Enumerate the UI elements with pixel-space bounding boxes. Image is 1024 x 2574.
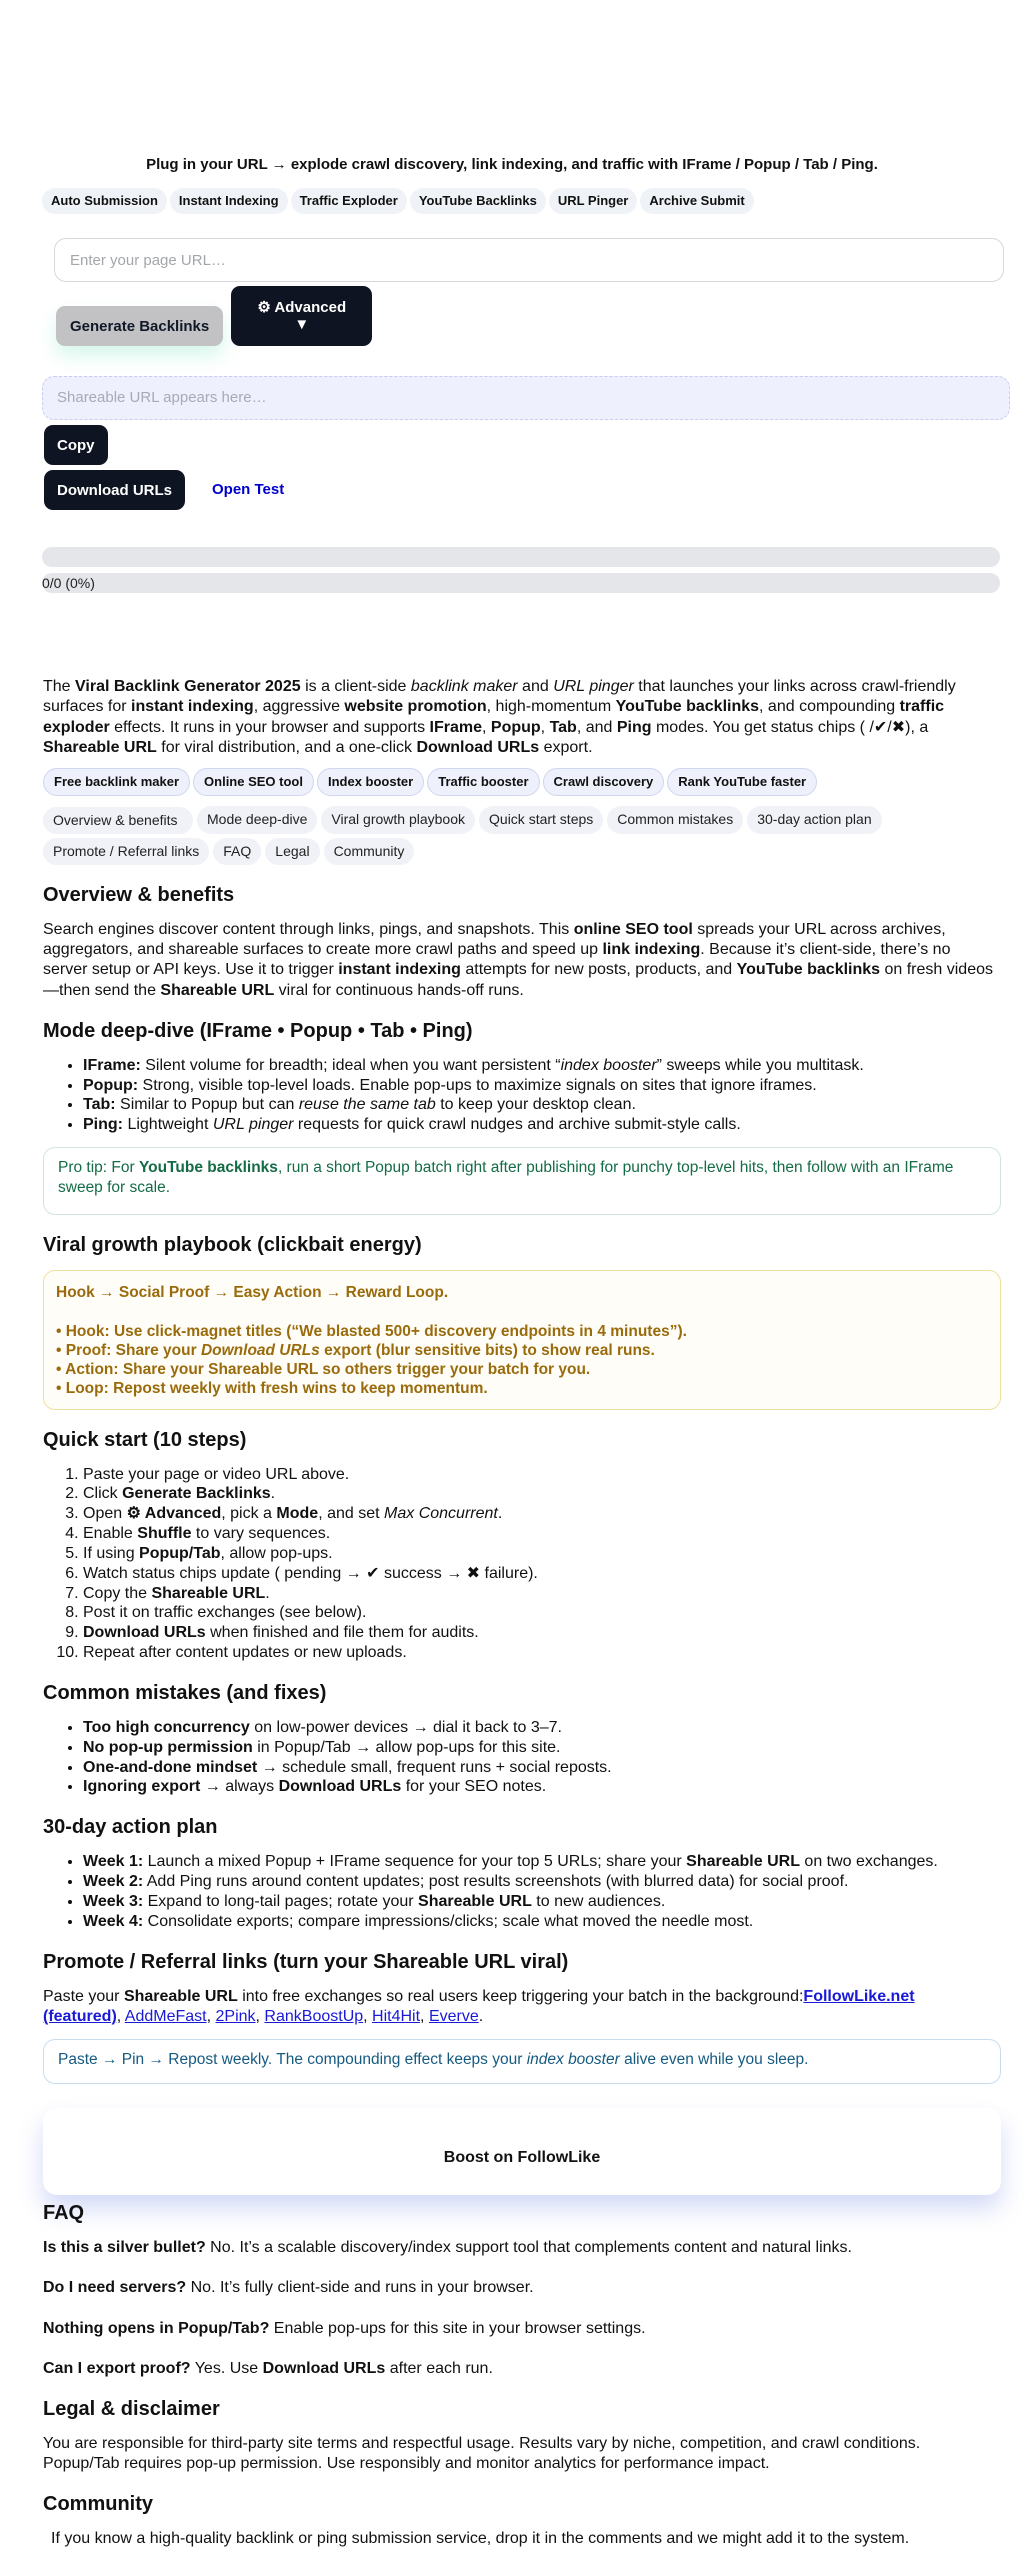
section-heading: Overview & benefits <box>43 884 235 907</box>
text: , run a short Popup batch right after publishing for punchy top-level hits, then follow with an IFrame sweep for scale. <box>58 1159 954 1197</box>
section-heading: Legal & disclaimer <box>43 2397 220 2420</box>
text: Shareable URL <box>151 1584 266 1602</box>
faq-answer: Yes. Use <box>190 2359 263 2377</box>
text: on low-power devices → dial it back to 3–7. <box>249 1718 562 1736</box>
toc-link-overview[interactable]: Overview & benefits <box>43 807 193 834</box>
text: → schedule small, frequent runs + social reposts. <box>257 1758 612 1776</box>
text: traffic exploder <box>43 698 945 736</box>
step-item <box>83 1623 981 1643</box>
text: website promotion <box>344 698 487 716</box>
text: Tab <box>549 718 577 736</box>
product-name: Viral Backlink Generator 2025 <box>75 678 301 696</box>
text: is a client-side <box>300 678 411 696</box>
text: for your SEO notes. <box>401 1778 547 1796</box>
text: Consolidate exports; compare impressions/clicks; scale what moved the needle most. <box>143 1912 754 1930</box>
caret-down-icon: ▼ <box>294 316 310 334</box>
list-item <box>83 1758 981 1778</box>
advanced-toggle-button[interactable] <box>231 286 372 346</box>
advanced-label: ⚙ Advanced <box>257 299 347 316</box>
text: Strong, visible top-level loads. Enable pop-ups to maximize signals on sites that ignore iframes. <box>138 1076 817 1094</box>
keyword-chip: Crawl discovery <box>543 768 665 796</box>
text: index booster <box>560 1056 657 1074</box>
promote-paragraph <box>43 1987 993 2027</box>
step-item <box>83 1524 981 1544</box>
progress-text: 0/0 (0%) <box>42 575 95 592</box>
section-heading: Community <box>43 2493 153 2516</box>
text: export. <box>539 738 593 756</box>
toc-link-playbook[interactable]: Viral growth playbook <box>321 806 475 834</box>
text: , high-momentum <box>486 698 616 716</box>
text: IFrame: <box>83 1056 141 1074</box>
keyword-chip: Online SEO tool <box>193 768 314 796</box>
list-item <box>83 1852 981 1872</box>
modes-section <box>43 1019 981 1216</box>
mistakes-list <box>43 1718 981 1797</box>
keyword-chip: Traffic booster <box>427 768 539 796</box>
text: , allow pop-ups. <box>220 1544 333 1562</box>
text: One-and-done mindset <box>83 1758 258 1776</box>
text: Download URLs <box>200 1342 320 1359</box>
overview-paragraph <box>43 920 993 1001</box>
separator: , <box>363 2007 373 2025</box>
plan-list <box>43 1852 981 1931</box>
text: Shareable URL <box>418 1892 532 1910</box>
separator: , <box>420 2007 429 2025</box>
text: Download URLs <box>278 1778 402 1796</box>
referral-link-rankboostup[interactable]: RankBoostUp <box>264 2007 364 2025</box>
playbook-headline: Hook → Social Proof → Easy Action → Reward Loop. <box>56 1284 449 1302</box>
text: after each run. <box>385 2359 493 2377</box>
open-test-link[interactable]: Open Test <box>212 480 285 498</box>
legal-paragraph: You are responsible for third-party site terms and respectful usage. Results vary by niche, competition, and crawl conditions. Popup/Tab requires pop-up permission. Use responsibly and monitor analytics for performance impact. <box>43 2434 921 2473</box>
text: Add Ping runs around content updates; post results screenshots (with blurred data) for social proof. <box>143 1873 849 1891</box>
plan-section <box>43 1815 981 1931</box>
text: Popup: <box>83 1076 139 1094</box>
toc-link-mistakes[interactable]: Common mistakes <box>607 806 743 834</box>
text: IFrame <box>429 718 483 736</box>
feature-chip: Traffic Exploder <box>291 188 407 214</box>
playbook-hook: • Hook: Use click-magnet titles (“We blasted 500+ discovery endpoints in 4 minutes”). <box>56 1322 687 1340</box>
progress-status-bar <box>42 573 1000 593</box>
text: Silent volume for breadth; ideal when you want persistent “ <box>140 1056 561 1074</box>
text: Paste your <box>43 1987 124 2005</box>
text: for viral distribution, and a one-click <box>156 738 417 756</box>
text: Week 3: <box>83 1892 144 1910</box>
text: , <box>540 718 550 736</box>
step-item <box>83 1544 981 1564</box>
playbook-loop: • Loop: Repost weekly with fresh wins to keep momentum. <box>56 1380 488 1398</box>
toc-link-legal[interactable]: Legal <box>265 838 319 866</box>
text: ” sweeps while you multitask. <box>656 1056 864 1074</box>
section-heading: Viral growth playbook (clickbait energy) <box>43 1234 422 1257</box>
faq-answer: Enable pop-ups for this site in your browser settings. <box>269 2319 646 2337</box>
shareable-url-placeholder: Shareable URL appears here… <box>57 388 267 406</box>
list-item <box>83 1892 981 1912</box>
section-heading: Quick start (10 steps) <box>43 1428 247 1451</box>
separator: , <box>206 2007 216 2025</box>
text: Ping <box>616 718 652 736</box>
text: Shareable URL <box>686 1853 800 1871</box>
text: , pick a <box>221 1505 277 1523</box>
text: in Popup/Tab → allow pop-ups for this site. <box>252 1738 561 1756</box>
text: export (blur sensitive bits) to show real runs. <box>319 1342 655 1359</box>
list-item <box>83 1095 981 1115</box>
action-row <box>56 286 981 346</box>
faq-answer: No. It’s fully client-side and runs in your browser. <box>186 2279 534 2297</box>
text: Download URLs <box>83 1624 206 1642</box>
text: spreads your URL across archives, aggregators, and shareable surfaces to create more crawl paths and speed up <box>43 921 946 959</box>
section-heading: Common mistakes (and fixes) <box>43 1681 327 1704</box>
step-item: 10. Repeat after content updates or new uploads. <box>83 1643 981 1663</box>
keyword-chip: Index booster <box>317 768 424 796</box>
referral-link-addmefast[interactable]: AddMeFast <box>124 2007 207 2025</box>
text: instant indexing <box>338 961 461 979</box>
referral-link-followlike[interactable]: FollowLike.net (featured) <box>43 1987 915 2025</box>
feature-chip: YouTube Backlinks <box>410 188 546 214</box>
text: Shareable URL <box>43 738 157 756</box>
text: Paste → Pin → Repost weekly. The compounding effect keeps your <box>58 2050 527 2068</box>
list-item <box>83 1872 981 1892</box>
quickstart-section <box>43 1428 981 1663</box>
referral-link-hit4hit[interactable]: Hit4Hit <box>372 2007 421 2025</box>
text: online SEO tool <box>573 921 693 939</box>
text: , <box>482 718 491 736</box>
text: attempts for new posts, products, and <box>460 961 737 979</box>
faq-answer: No. It’s a scalable discovery/index support tool that complements content and natural links. <box>205 2239 852 2257</box>
text: Ignoring export <box>83 1778 201 1796</box>
toc-link-promote[interactable]: Promote / Referral links <box>43 838 209 866</box>
separator: , <box>255 2007 265 2025</box>
text: Download URLs <box>416 738 540 756</box>
text: URL pinger <box>553 678 634 696</box>
promote-tip-callout <box>43 2039 1001 2084</box>
toc-link-community[interactable]: Community <box>324 838 415 866</box>
step-item <box>83 1584 981 1604</box>
boost-label: Boost on FollowLike <box>443 2149 601 2167</box>
text: URL pinger <box>212 1116 294 1134</box>
text: The <box>43 678 76 696</box>
text: . <box>265 1584 270 1602</box>
separator: , <box>116 2007 125 2025</box>
feature-chips <box>42 188 981 214</box>
playbook-section <box>43 1233 981 1409</box>
text: Enable <box>83 1525 138 1543</box>
list-item <box>83 1912 981 1932</box>
text: Too high concurrency <box>83 1718 250 1736</box>
text: Shareable URL <box>160 981 275 999</box>
text: Download URLs <box>262 2359 386 2377</box>
list-item <box>83 1738 981 1758</box>
list-item <box>83 1076 981 1096</box>
text: , aggressive <box>253 698 345 716</box>
quickstart-steps <box>43 1465 981 1663</box>
toc-link-plan[interactable]: 30-day action plan <box>747 806 881 834</box>
text: Expand to long-tail pages; rotate your <box>143 1892 419 1910</box>
text: Copy the <box>83 1584 152 1602</box>
text: Open <box>83 1505 127 1523</box>
section-heading: FAQ <box>43 2202 85 2225</box>
text: viral for continuous hands-off runs. <box>274 981 524 999</box>
text: YouTube backlinks <box>138 1159 278 1177</box>
text: Generate Backlinks <box>122 1485 271 1503</box>
text: → always <box>200 1778 279 1796</box>
text: to keep your desktop clean. <box>435 1096 636 1114</box>
text: effects. It runs in your browser and supports <box>109 718 430 736</box>
text: instant indexing <box>131 698 254 716</box>
text: . <box>270 1485 276 1503</box>
text: index booster <box>526 2050 620 2068</box>
text: No pop-up permission <box>83 1738 253 1756</box>
text: into free exchanges so real users keep triggering your batch in the background: <box>237 1987 804 2005</box>
faq-question: Is this a silver bullet? <box>43 2239 206 2257</box>
step-item <box>83 1504 981 1524</box>
feature-chip: Archive Submit <box>640 188 753 214</box>
text: . <box>478 2007 484 2025</box>
text: that launches your links across crawl-friendly surfaces for <box>43 678 956 716</box>
text: modes. You get status chips ( /✔/✖), a <box>651 718 929 736</box>
text: If using <box>83 1544 140 1562</box>
playbook-proof <box>56 1341 988 1360</box>
keyword-chips <box>43 768 981 796</box>
faq-section <box>43 2201 981 2379</box>
keyword-chip: Free backlink maker <box>43 768 190 796</box>
text: requests for quick crawl nudges and archive submit-style calls. <box>293 1116 741 1134</box>
text: reuse the same tab <box>298 1096 436 1114</box>
faq-question: Do I need servers? <box>43 2279 187 2297</box>
text: Tab: <box>83 1096 116 1114</box>
faq-item <box>43 2359 993 2379</box>
text: Pro tip: For <box>58 1159 139 1177</box>
progress-bar <box>42 547 1000 567</box>
list-item <box>83 1718 981 1738</box>
text: , and compounding <box>759 698 900 716</box>
url-input[interactable] <box>54 238 1004 282</box>
community-section <box>43 2492 981 2549</box>
faq-item <box>43 2278 993 2298</box>
playbook-action: • Action: Share your Shareable URL so others trigger your batch for you. <box>56 1361 591 1379</box>
text: and <box>517 678 554 696</box>
step-item <box>83 1484 981 1504</box>
text: Launch a mixed Popup + IFrame sequence for your top 5 URLs; share your <box>143 1853 687 1871</box>
section-heading: Mode deep-dive (IFrame • Popup • Tab • Ping) <box>43 1019 473 1042</box>
mistakes-section <box>43 1681 981 1797</box>
step-item: 6. Watch status chips update ( pending → ✔ success → ✖ failure). <box>83 1564 981 1584</box>
section-heading: 30-day action plan <box>43 1816 218 1839</box>
text: to new audiences. <box>531 1892 666 1910</box>
text: , and set <box>318 1505 385 1523</box>
overview-section <box>43 883 993 1001</box>
section-heading: Promote / Referral links (turn your Shareable URL viral) <box>43 1950 569 1973</box>
text: Shareable URL <box>123 1987 238 2005</box>
referral-link-everve[interactable]: Everve <box>428 2007 479 2025</box>
text: Mode <box>276 1505 319 1523</box>
text: ⚙ Advanced <box>126 1505 222 1523</box>
text: . <box>497 1505 503 1523</box>
table-of-contents <box>43 806 981 865</box>
feature-chip: URL Pinger <box>549 188 638 214</box>
faq-question: Can I export proof? <box>43 2359 191 2377</box>
toc-link-quickstart[interactable]: Quick start steps <box>479 806 603 834</box>
text: YouTube backlinks <box>615 698 760 716</box>
copy-button[interactable]: Copy <box>44 425 108 465</box>
text: on two exchanges. <box>799 1853 938 1871</box>
text: Ping: <box>83 1116 123 1134</box>
community-paragraph: If you know a high-quality backlink or ping submission service, drop it in the comments and we might add it to the system. <box>51 2530 910 2548</box>
step-item: 1. Paste your page or video URL above. <box>83 1465 981 1485</box>
list-item <box>83 1115 981 1135</box>
text: , and <box>576 718 617 736</box>
promote-section <box>43 1950 981 2196</box>
boost-on-followlike-button[interactable] <box>43 2108 1001 2195</box>
text: Search engines discover content through links, pings, and snapshots. This <box>43 921 574 939</box>
step-item: 8. Post it on traffic exchanges (see below). <box>83 1603 981 1623</box>
text: alive even while you sleep. <box>619 2050 809 2068</box>
list-item <box>83 1777 981 1797</box>
text: on fresh videos—then send the <box>43 961 993 999</box>
text: Click <box>83 1485 123 1503</box>
text: • Proof: Share your <box>56 1342 201 1359</box>
text: Lightweight <box>123 1116 213 1134</box>
text: when finished and file them for audits. <box>205 1624 479 1642</box>
text: Popup/Tab <box>139 1544 221 1562</box>
keyword-chip: Rank YouTube faster <box>667 768 817 796</box>
text: link indexing <box>602 941 701 959</box>
text: Max Concurrent <box>384 1505 498 1523</box>
toc-link-modes[interactable]: Mode deep-dive <box>197 806 317 834</box>
feature-chip: Auto Submission <box>42 188 167 214</box>
text: Popup <box>490 718 541 736</box>
faq-question: Nothing opens in Popup/Tab? <box>43 2319 270 2337</box>
toc-link-faq[interactable]: FAQ <box>213 838 261 866</box>
faq-item <box>43 2238 993 2258</box>
intro-paragraph <box>43 677 993 758</box>
modes-list <box>43 1056 981 1135</box>
text: Similar to Popup but can <box>115 1096 299 1114</box>
referral-link-2pink[interactable]: 2Pink <box>215 2007 256 2025</box>
download-urls-button[interactable]: Download URLs <box>44 470 185 510</box>
text: Week 4: <box>83 1912 144 1930</box>
playbook-callout <box>43 1270 1001 1409</box>
text: to vary sequences. <box>191 1525 331 1543</box>
text: . Because it’s client-side, there’s no server setup or API keys. Use it to trigger <box>43 941 951 979</box>
text: backlink maker <box>410 678 518 696</box>
pro-tip-callout <box>43 1147 1001 1215</box>
text: Week 1: <box>83 1853 144 1871</box>
text: Shuffle <box>137 1525 192 1543</box>
text: YouTube backlinks <box>736 961 881 979</box>
text: Week 2: <box>83 1873 144 1891</box>
generate-backlinks-button[interactable]: Generate Backlinks <box>56 306 223 346</box>
faq-item <box>43 2319 993 2339</box>
list-item <box>83 1056 981 1076</box>
shareable-url-output[interactable] <box>42 376 1010 420</box>
feature-chip: Instant Indexing <box>170 188 288 214</box>
legal-section <box>43 2397 981 2474</box>
tagline: Plug in your URL → explode crawl discovery, link indexing, and traffic with IFrame / Popup / Tab / Ping. <box>146 156 878 173</box>
